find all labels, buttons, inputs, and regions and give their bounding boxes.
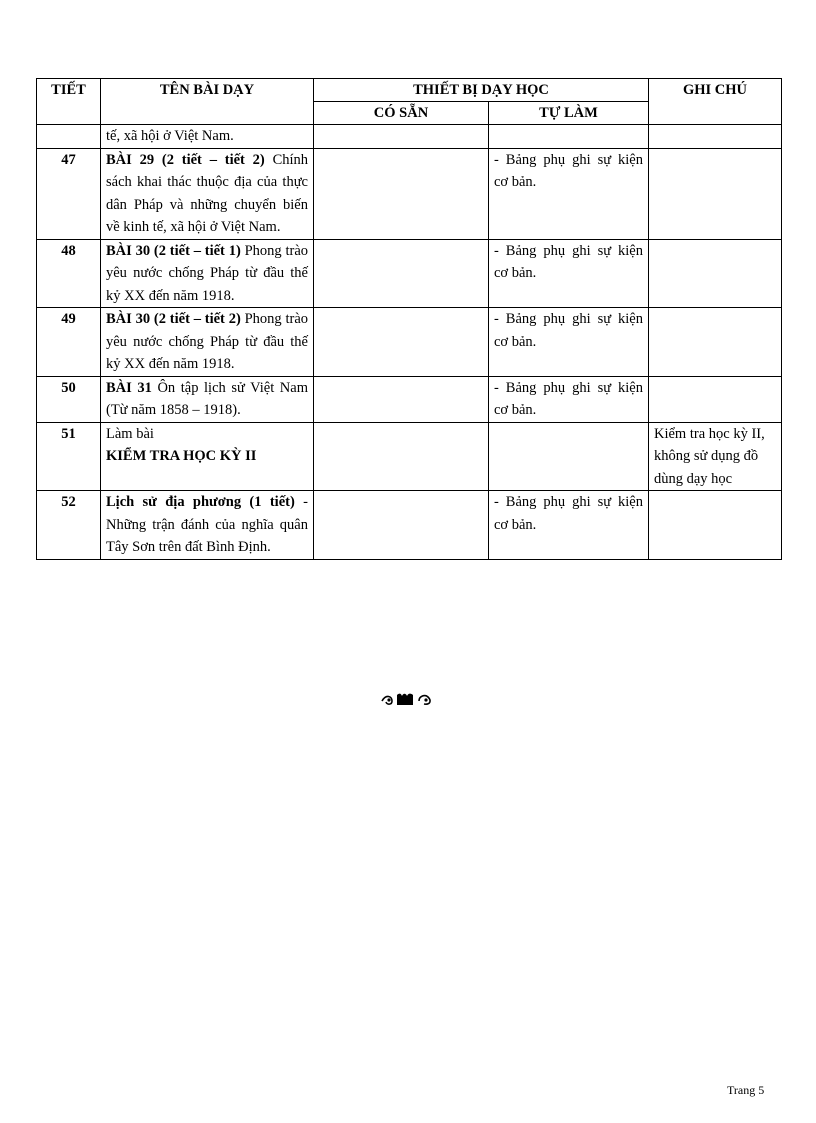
lesson-text: Phong trào yêu nước chống Pháp từ đầu thế kỷ XX đến năm 1918.: [106, 311, 309, 372]
row-number: 50: [37, 376, 101, 422]
co-san-cell: [314, 148, 489, 239]
table-row: [37, 491, 782, 560]
ghi-chu-cell: [649, 491, 782, 560]
row-number: 47: [37, 148, 101, 239]
row-number: 49: [37, 308, 101, 377]
tu-lam-cell: - Bảng phụ ghi sự kiện cơ bản.: [489, 148, 649, 239]
ghi-chu-cell: Kiểm tra học kỳ II, không sử dụng đồ dùng dạy học: [649, 422, 782, 491]
table-row: [37, 125, 782, 149]
page-number: Trang 5: [727, 1083, 765, 1097]
table-row: [37, 308, 782, 377]
lesson-cell: [101, 376, 314, 422]
lesson-cell: [101, 239, 314, 308]
header-tu-lam: TỰ LÀM: [489, 102, 649, 125]
table-row: [37, 239, 782, 308]
header-co-san: CÓ SẴN: [314, 102, 489, 125]
lesson-title: BÀI 29 (2 tiết – tiết 2): [106, 151, 265, 168]
lesson-cell: [101, 422, 314, 491]
row-number: [37, 125, 101, 149]
lesson-title: Lịch sử địa phương (1 tiết): [106, 494, 295, 510]
lesson-text: Những trận đánh của nghĩa quân Tây Sơn trên đất Bình Định.: [106, 516, 308, 555]
co-san-cell: [314, 491, 489, 560]
lesson-text: Ôn tập lịch sử Việt Nam (Từ năm 1858 – 1918).: [106, 379, 308, 418]
co-san-cell: [314, 125, 489, 149]
lesson-title: BÀI 31: [106, 379, 152, 396]
co-san-cell: [314, 308, 489, 377]
tu-lam-cell: - Bảng phụ ghi sự kiện cơ bản.: [489, 491, 649, 560]
lesson-title: BÀI 30 (2 tiết – tiết 1): [106, 242, 241, 259]
table-header-row: [37, 79, 782, 102]
co-san-cell: [314, 239, 489, 308]
co-san-cell: [314, 376, 489, 422]
tu-lam-cell: [489, 422, 649, 491]
header-thiet-bi: THIẾT BỊ DẠY HỌC: [314, 79, 649, 102]
tu-lam-cell: [489, 125, 649, 149]
tu-lam-cell: - Bảng phụ ghi sự kiện cơ bản.: [489, 239, 649, 308]
table-row: [37, 422, 782, 491]
header-tiet: TIẾT: [37, 79, 101, 125]
ornament-svg: [380, 688, 436, 710]
ghi-chu-cell: [649, 308, 782, 377]
table-row: [37, 376, 782, 422]
lesson-cell: [101, 308, 314, 377]
row-number: 52: [37, 491, 101, 560]
co-san-cell: [314, 422, 489, 491]
lesson-cell: Lịch sử địa phương (1 tiết) - Những trận đánh của nghĩa quân Tây Sơn trên đất Bình Định.: [101, 491, 314, 560]
ghi-chu-cell: [649, 239, 782, 308]
ghi-chu-cell: [649, 148, 782, 239]
ornament-icon: [380, 688, 436, 710]
header-ten-bai-day: TÊN BÀI DẠY: [101, 79, 314, 125]
lesson-text: tế, xã hội ở Việt Nam.: [106, 128, 234, 144]
row-number: 51: [37, 422, 101, 491]
lesson-cell: [101, 148, 314, 239]
tu-lam-cell: - Bảng phụ ghi sự kiện cơ bản.: [489, 308, 649, 377]
lesson-text: Phong trào yêu nước chống Pháp từ đầu thế kỷ XX đến năm 1918.: [106, 242, 309, 304]
lesson-plan-table: [36, 78, 782, 560]
header-ghi-chu: GHI CHÚ: [649, 79, 782, 125]
ghi-chu-cell: [649, 125, 782, 149]
lesson-text: KIỂM TRA HỌC KỲ II: [106, 448, 257, 464]
row-number: 48: [37, 239, 101, 308]
tu-lam-cell: - Bảng phụ ghi sự kiện cơ bản.: [489, 376, 649, 422]
ghi-chu-cell: [649, 376, 782, 422]
table-row: [37, 148, 782, 239]
lesson-title: Làm bài: [106, 425, 154, 442]
lesson-text: Chính sách khai thác thuộc địa của thực dân Pháp và những chuyển biến về kinh tế, xã hội ở Việt Nam.: [106, 151, 309, 235]
lesson-title: BÀI 30 (2 tiết – tiết 2): [106, 311, 241, 327]
lesson-cell: [101, 125, 314, 149]
